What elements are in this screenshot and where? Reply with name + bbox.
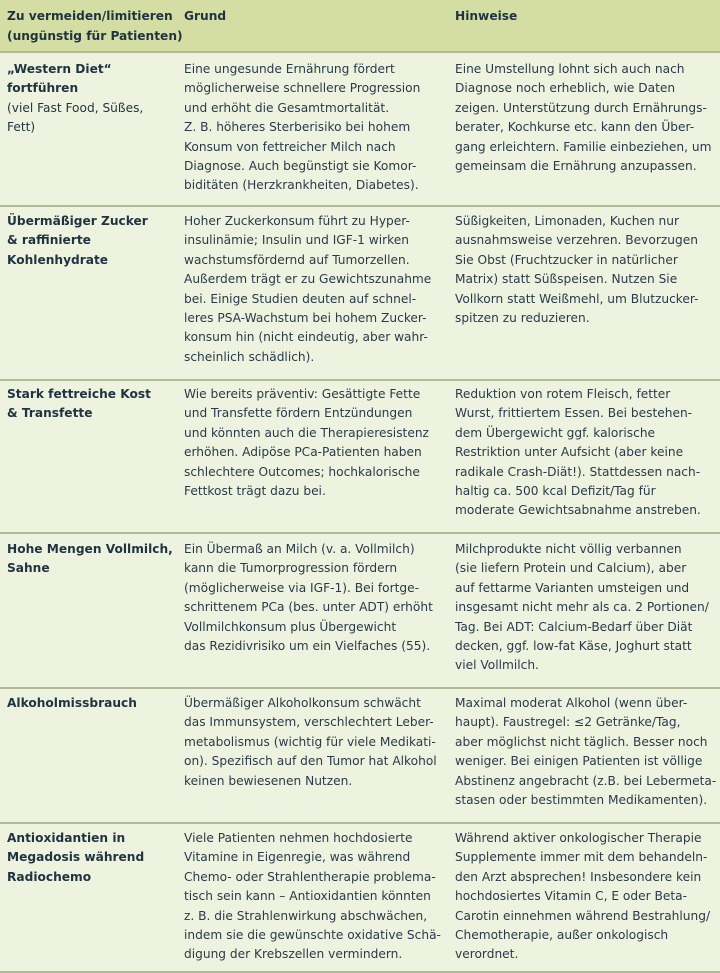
row-title: Alkoholmissbrauch <box>7 696 137 710</box>
row-reason: Hoher Zuckerkonsum führt zu Hyper- insulinämie; Insulin und IGF-1 wirken wachstumsfördernd auf Tumorzellen. Außerdem trägt er zu Gewichtszunahme bei. Einige Studien deuten auf schnel- leres PSA-Wachstum bei hohem Zucker- konsum hin (nicht eindeutig, aber wahr- scheinlich schädlich). <box>184 214 432 364</box>
row-title: Übermäßiger Zucker & raffinierte Kohlenhydrate <box>7 214 148 267</box>
row-reason: Eine ungesunde Ernährung fördert möglicherweise schnellere Progression und erhöht die Gesamtmortalität. Z. B. höheres Sterberisiko bei hohem Konsum von fettreicher Milch nach Diagnose. Auch begünstigt sie Komor- biditäten (Herzkrankheiten, Diabetes). <box>184 62 421 193</box>
header-notes: Hinweise <box>455 9 518 23</box>
table-header <box>0 0 720 51</box>
row-notes: Während aktiver onkologischer Therapie Supplemente immer mit dem behandeln- den Arzt absprechen! Insbesondere kein hochdosiertes Vitamin C, E oder Beta- Carotin einnehmen während Bestrahlung/ Chemotherapie, außer onkologisch verordnet. <box>455 831 711 962</box>
table-row <box>0 687 720 822</box>
row-title-sub: (viel Fast Food, Süßes, Fett) <box>7 100 144 135</box>
row-notes: Süßigkeiten, Limonaden, Kuchen nur ausnahmsweise verzehren. Bevorzugen Sie Obst (Fruchtzucker in natürlicher Matrix) statt Süßspeisen. Nutzen Sie Vollkorn statt Weißmehl, um Blutzucker- spitzen zu reduzieren. <box>455 214 699 326</box>
row-notes: Maximal moderat Alkohol (wenn über- haupt). Faustregel: ≤2 Getränke/Tag, aber möglichst nicht täglich. Besser noch weniger. Bei einigen Patienten ist völlige Abstinenz angebracht (z.B. bei Lebermeta- stasen oder bestimmten Medikamenten). <box>455 696 717 808</box>
header-avoid: Zu vermeiden/limitieren (ungünstig für Patienten) <box>7 9 183 43</box>
row-title <box>0 60 184 205</box>
row-notes: Reduktion von rotem Fleisch, fetter Wurst, frittiertem Essen. Bei bestehen- dem Übergewicht ggf. kalorische Restriktion unter Aufsicht (aber keine radikale Crash-Diät!). Stattdessen nach- haltig ca. 500 kcal Defizit/Tag für moderate Gewichtsabnahme anstreben. <box>455 387 701 518</box>
table-row <box>0 205 720 379</box>
row-title-text: „Western Diet“ fortführen <box>7 62 112 96</box>
table-row <box>0 532 720 687</box>
row-title: Antioxidantien in Megadosis während Radiochemo <box>7 831 145 884</box>
table-row <box>0 822 720 971</box>
table-row <box>0 379 720 532</box>
row-notes: Milchprodukte nicht völlig verbannen (sie liefern Protein und Calcium), aber auf fettarme Varianten umsteigen und insgesamt nicht mehr als ca. 2 Portionen/ Tag. Bei ADT: Calcium-Bedarf über Diät decken, ggf. low-fat Käse, Joghurt statt viel Vollmilch. <box>455 542 709 673</box>
row-reason: Wie bereits präventiv: Gesättigte Fette und Transfette fördern Entzündungen und könnten auch die Therapieresistenz erhöhen. Adipöse PCa-Patienten haben schlechtere Outcomes; hochkalorische Fettkost trägt dazu bei. <box>184 387 429 499</box>
row-notes: Eine Umstellung lohnt sich auch nach Diagnose noch erheblich, wie Daten zeigen. Unterstützung durch Ernährungs- berater, Kochkurse etc. kann den Über- gang erleichtern. Familie einbeziehen, um gemeinsam die Ernährung anzupassen. <box>455 62 712 174</box>
row-reason: Viele Patienten nehmen hochdosierte Vitamine in Eigenregie, was während Chemo- oder Strahlentherapie problema- tisch sein kann – Antioxidantien könnten z. B. die Strahlenwirkung abschwächen, indem sie die gewünschte oxidative Schä- digung der Krebszellen vermindern. <box>184 831 441 962</box>
table-row <box>0 51 720 205</box>
row-title: Hohe Mengen Vollmilch, Sahne <box>7 542 173 576</box>
row-reason: Übermäßiger Alkoholkonsum schwächt das Immunsystem, verschlechtert Leber- metabolismus (wichtig für viele Medikati- on). Spezifisch auf den Tumor hat Alkohol keinen bewiesenen Nutzen. <box>184 696 437 788</box>
row-title: Stark fettreiche Kost & Transfette <box>7 387 151 421</box>
header-reason: Grund <box>184 9 227 23</box>
row-reason: Ein Übermaß an Milch (v. a. Vollmilch) kann die Tumorprogression fördern (möglicherweise via IGF-1). Bei fortge- schrittenem PCa (bes. unter ADT) erhöht Vollmilchkonsum plus Übergewicht das Rezidivrisiko um ein Vielfaches (55). <box>184 542 433 654</box>
